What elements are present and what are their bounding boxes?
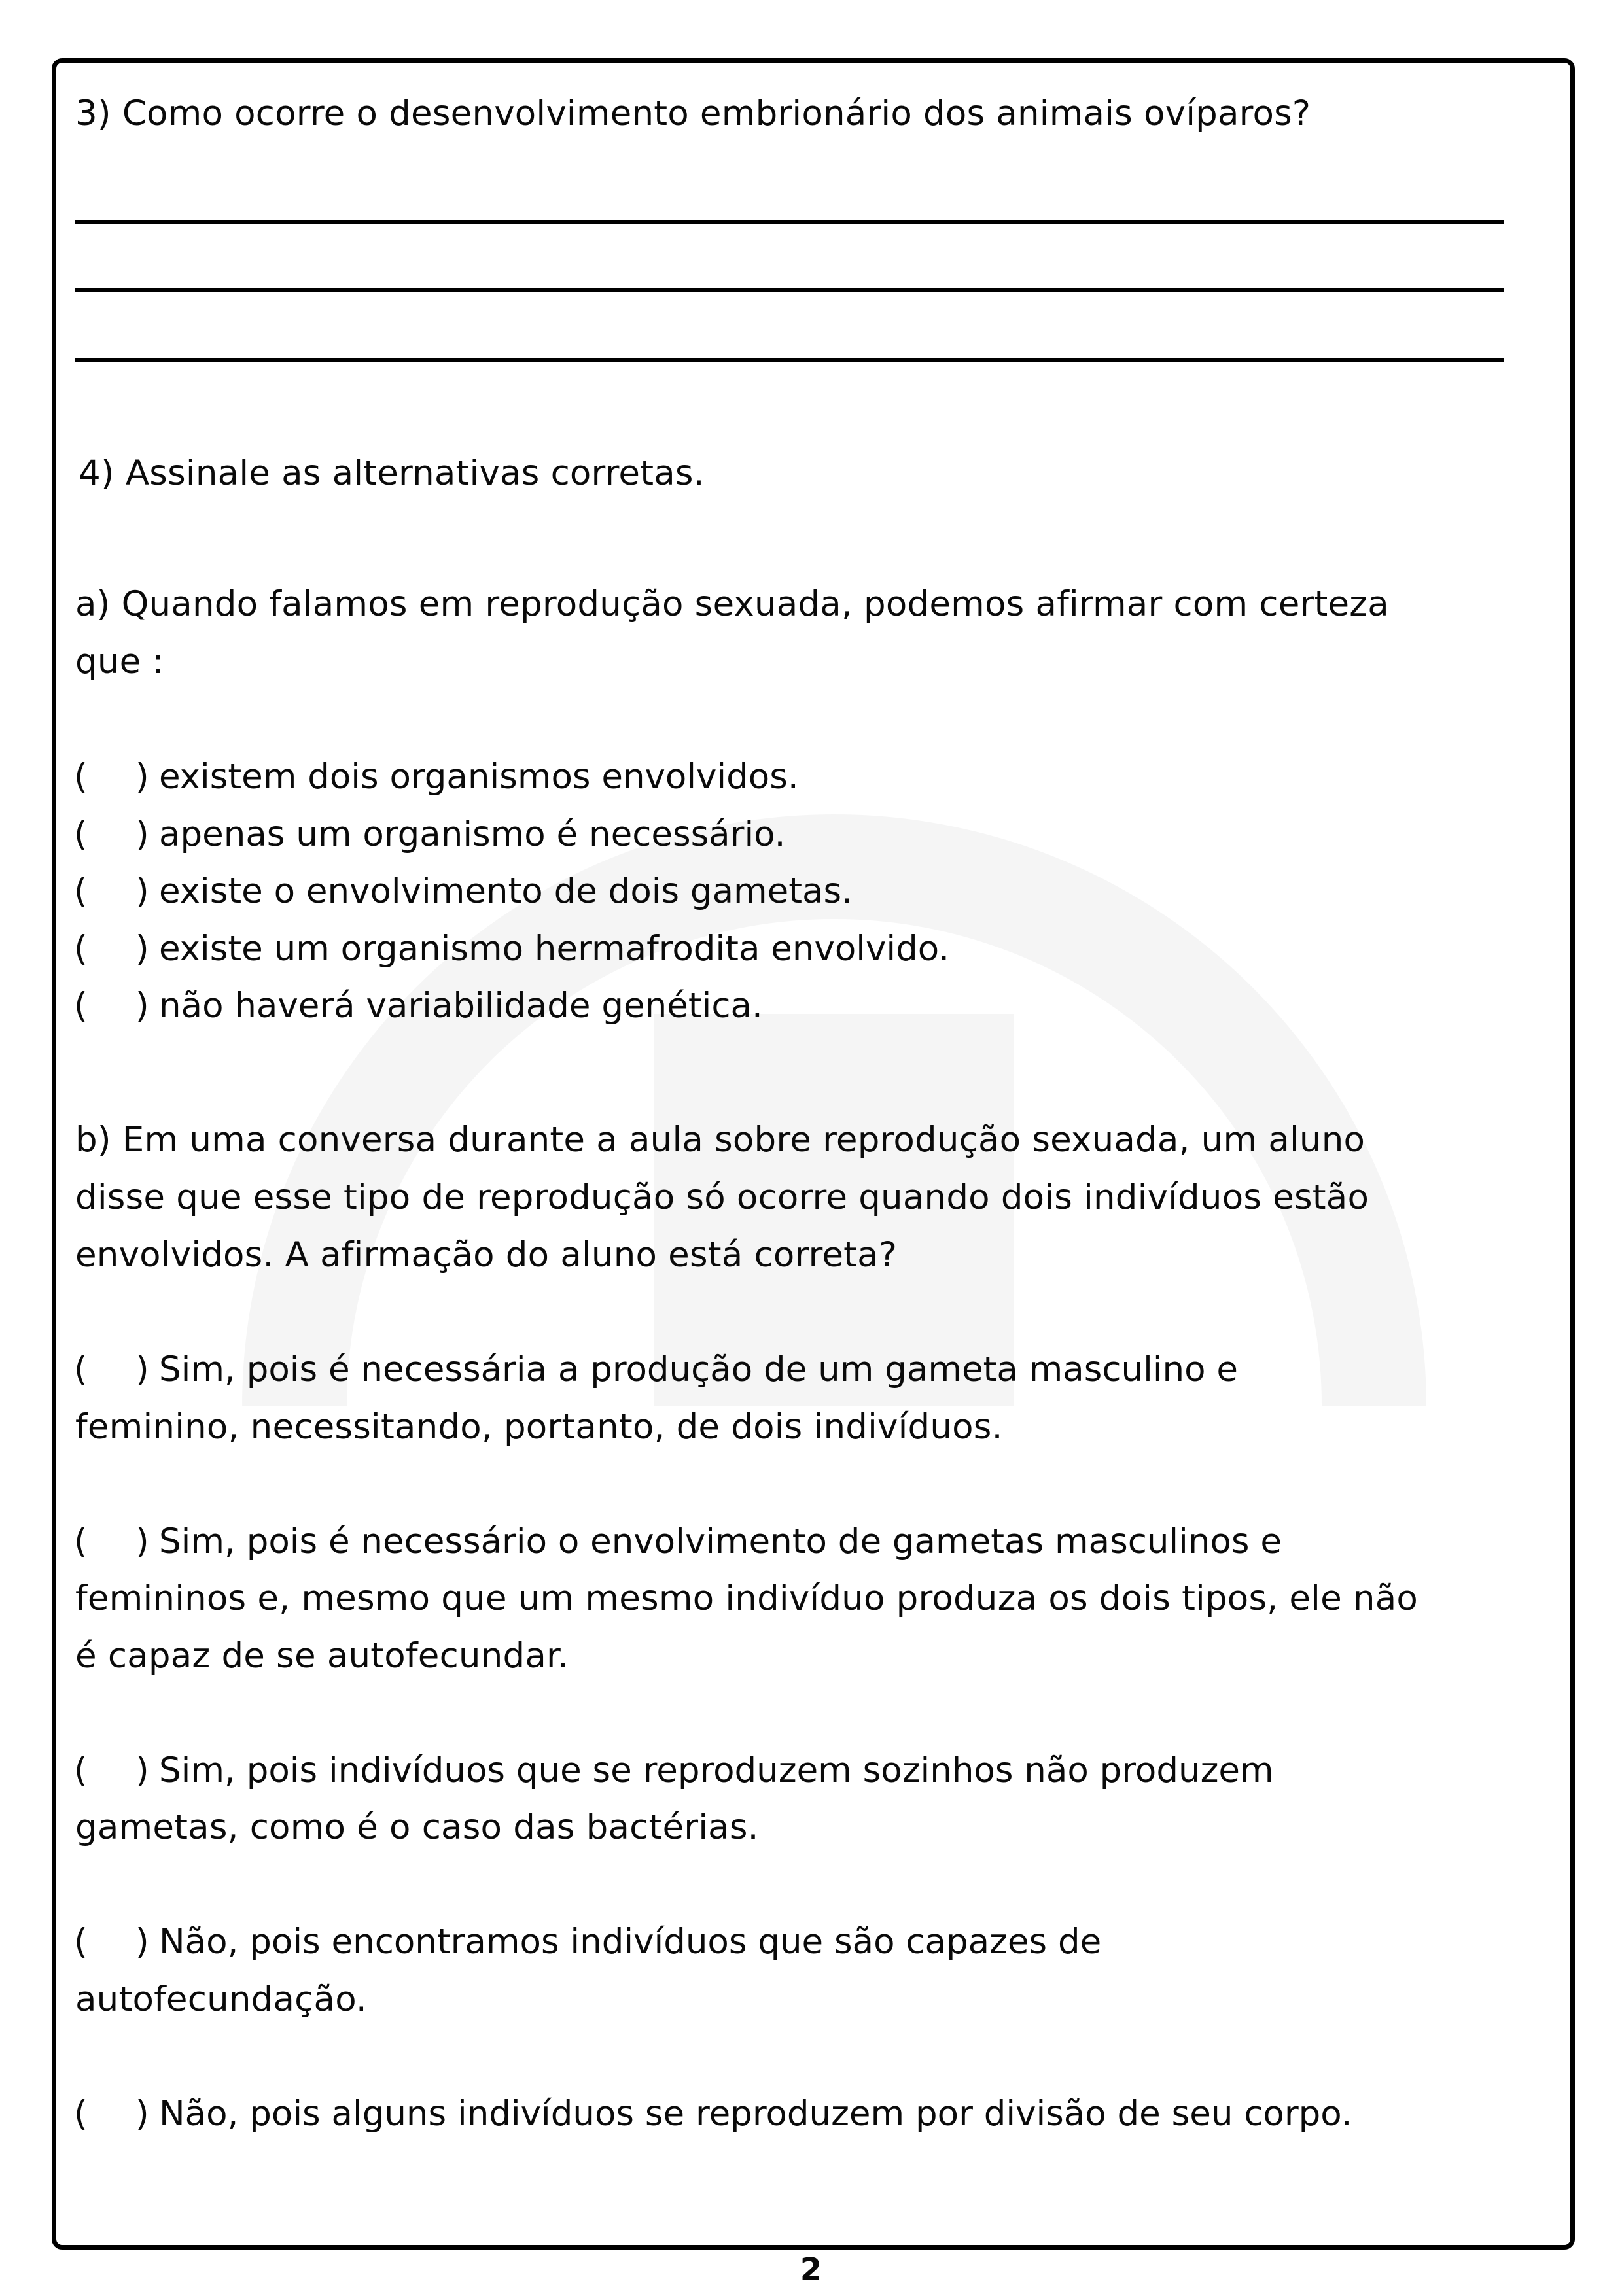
checkbox-open-paren[interactable]: ( (74, 814, 88, 854)
option-text: Não, pois alguns indivíduos se reproduzem por divisão de seu corpo. (159, 2094, 1352, 2134)
option-text: não haverá variabilidade genética. (159, 986, 763, 1026)
checkbox-close-paren[interactable]: ) (135, 986, 149, 1026)
part-b-option-continuation: feminino, necessitando, portanto, de dois indivíduos. (75, 1407, 1003, 1447)
option-text: existe o envolvimento de dois gametas. (159, 871, 853, 911)
checkbox-close-paren[interactable]: ) (135, 1522, 149, 1561)
part-b-prompt-line: envolvidos. A afirmação do aluno está correta? (75, 1235, 898, 1275)
answer-line[interactable] (75, 358, 1504, 362)
checkbox-close-paren[interactable]: ) (135, 757, 149, 797)
checkbox-close-paren[interactable]: ) (135, 814, 149, 854)
option-text: existem dois organismos envolvidos. (159, 757, 799, 797)
option-text: apenas um organismo é necessário. (159, 814, 786, 854)
part-b-option-continuation: gametas, como é o caso das bactérias. (75, 1807, 759, 1847)
part-b-option-continuation: femininos e, mesmo que um mesmo indivíduo produza os dois tipos, ele não (75, 1578, 1419, 1618)
checkbox-open-paren[interactable]: ( (74, 929, 88, 969)
question-4-prompt: 4) Assinale as alternativas corretas. (79, 453, 705, 493)
checkbox-open-paren[interactable]: ( (74, 757, 88, 797)
checkbox-close-paren[interactable]: ) (135, 929, 149, 969)
option-text: existe um organismo hermafrodita envolvido. (159, 929, 950, 969)
checkbox-close-paren[interactable]: ) (135, 871, 149, 911)
part-b-option-continuation: autofecundação. (75, 1979, 367, 2019)
page-number: 2 (800, 2252, 822, 2288)
option-text: Sim, pois indivíduos que se reproduzem sozinhos não produzem (159, 1750, 1274, 1790)
checkbox-open-paren[interactable]: ( (74, 1522, 88, 1561)
answer-line[interactable] (75, 220, 1504, 224)
checkbox-close-paren[interactable]: ) (135, 1750, 149, 1790)
part-b-prompt-line: disse que esse tipo de reprodução só ocorre quando dois indivíduos estão (75, 1177, 1369, 1217)
checkbox-open-paren[interactable]: ( (74, 1349, 88, 1389)
option-text: Sim, pois é necessária a produção de um gameta masculino e (159, 1349, 1239, 1389)
checkbox-open-paren[interactable]: ( (74, 986, 88, 1026)
option-text: Não, pois encontramos indivíduos que são capazes de (159, 1922, 1102, 1962)
checkbox-open-paren[interactable]: ( (74, 1750, 88, 1790)
part-b-prompt-line: b) Em uma conversa durante a aula sobre reprodução sexuada, um aluno (75, 1120, 1366, 1160)
option-text: Sim, pois é necessário o envolvimento de gametas masculinos e (159, 1522, 1282, 1561)
answer-line[interactable] (75, 288, 1504, 292)
checkbox-open-paren[interactable]: ( (74, 1922, 88, 1962)
part-a-prompt-line: a) Quando falamos em reprodução sexuada, podemos afirmar com certeza (75, 584, 1389, 624)
checkbox-open-paren[interactable]: ( (74, 871, 88, 911)
checkbox-open-paren[interactable]: ( (74, 2094, 88, 2134)
checkbox-close-paren[interactable]: ) (135, 1922, 149, 1962)
part-a-prompt-line: que : (75, 642, 164, 682)
question-3-prompt: 3) Como ocorre o desenvolvimento embrionário dos animais ovíparos? (75, 94, 1311, 133)
checkbox-close-paren[interactable]: ) (135, 2094, 149, 2134)
part-b-option-continuation: é capaz de se autofecundar. (75, 1636, 569, 1676)
checkbox-close-paren[interactable]: ) (135, 1349, 149, 1389)
